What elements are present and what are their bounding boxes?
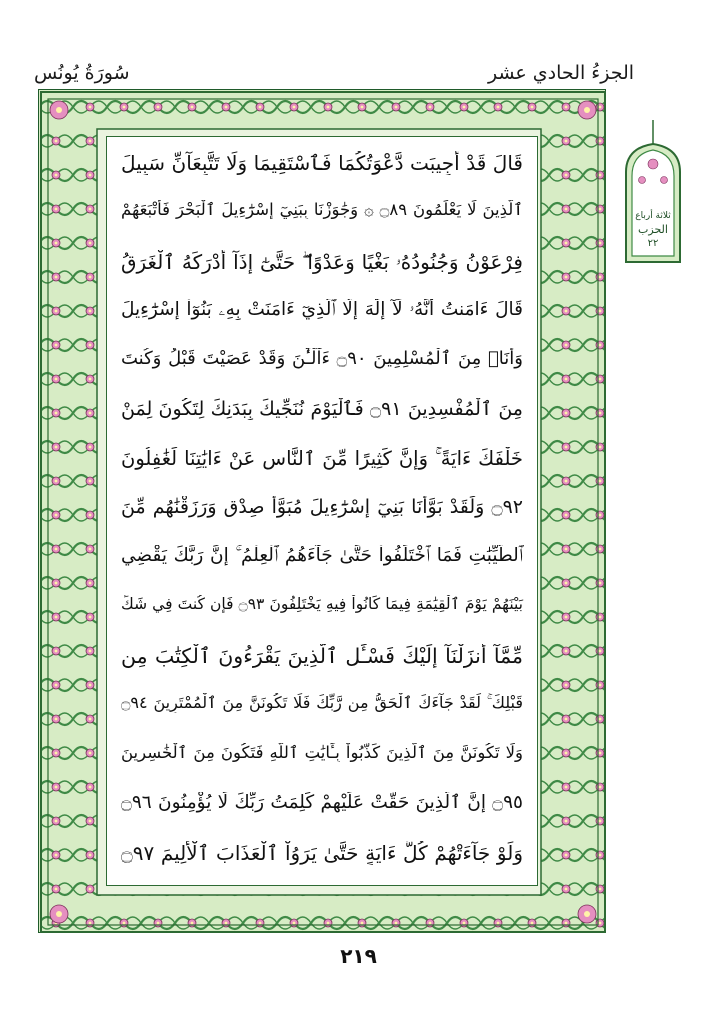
verse-line: وَلَا تَكُونَنَّ مِنَ ٱلَّذِينَ كَذَّبُواْ بِـَٔايَٰتِ ٱللَّهِ فَتَكُونَ مِنَ ٱلْخَٰسِرِينَ <box>121 742 523 762</box>
verse-line: فِرْعَوْنُ وَجُنُودُهُۥ بَغْيًا وَعَدْوًا ۖ حَتَّىٰٓ إِذَآ أَدْرَكَهُ ٱلْغَرَقُ <box>121 249 523 274</box>
hizb-quarter-label: ثلاثة أرباع <box>635 211 671 221</box>
verse-line: ۝٩٢ وَلَقَدْ بَوَّأْنَا بَنِيٓ إِسْرَٰٓءِيلَ مُبَوَّأَ صِدْقٍ وَرَزَقْنَٰهُم مِّنَ <box>121 496 523 519</box>
juz-title: الجزءُ الحادي عشر <box>488 62 635 84</box>
verse-line: ۝٩٥ إِنَّ ٱلَّذِينَ حَقَّتْ عَلَيْهِمْ كَلِمَتُ رَبِّكَ لَا يُؤْمِنُونَ ۝٩٦ <box>121 791 523 813</box>
verse-line: خَلْفَكَ ءَايَةً ۚ وَإِنَّ كَثِيرًا مِّنَ ٱلنَّاسِ عَنْ ءَايَٰتِنَا لَغَٰفِلُونَ <box>121 446 523 470</box>
verse-line: وَأَنَا۠ مِنَ ٱلْمُسْلِمِينَ ۝٩٠ ءَآلْـَٰٔنَ وَقَدْ عَصَيْتَ قَبْلُ وَكُنتَ <box>121 348 523 370</box>
page-number: ٢١٩ <box>340 944 377 968</box>
verse-line: قَبْلِكَ ۚ لَقَدْ جَآءَكَ ٱلْحَقُّ مِن رَّبِّكَ فَلَا تَكُونَنَّ مِنَ ٱلْمُمْتَرِينَ ۝٩٤ <box>121 693 523 713</box>
hizb-label: الحزب <box>638 223 668 236</box>
verse-line: بَيْنَهُمْ يَوْمَ ٱلْقِيَٰمَةِ فِيمَا كَانُواْ فِيهِ يَخْتَلِفُونَ ۝٩٣ فَإِن كُنتَ فِي شَكٍّ <box>121 594 523 613</box>
verse-line: وَلَوْ جَآءَتْهُمْ كُلُّ ءَايَةٍ حَتَّىٰ يَرَوُاْ ٱلْعَذَابَ ٱلْأَلِيمَ ۝٩٧ <box>121 841 523 866</box>
verse-line: قَالَ ءَامَنتُ أَنَّهُۥ لَآ إِلَٰهَ إِلَّا ٱلَّذِيٓ ءَامَنَتْ بِهِۦ بَنُوٓاْ إِسْرَٰٓءِيلَ <box>121 298 523 320</box>
verse-line: مِنَ ٱلْمُفْسِدِينَ ۝٩١ فَٱلْيَوْمَ نُنَجِّيكَ بِبَدَنِكَ لِتَكُونَ لِمَنْ <box>121 397 523 420</box>
verse-line: ٱلطَّيِّبَٰتِ فَمَا ٱخْتَلَفُواْ حَتَّىٰ جَآءَهُمُ ٱلْعِلْمُ ۚ إِنَّ رَبَّكَ يَقْضِي <box>121 545 523 567</box>
verse-line: مِّمَّآ أَنزَلْنَآ إِلَيْكَ فَسْـَٔلِ ٱلَّذِينَ يَقْرَءُونَ ٱلْكِتَٰبَ مِن <box>121 644 523 668</box>
surah-title: سُورَةُ يُونُس <box>34 62 130 84</box>
verse-text-panel <box>106 136 538 886</box>
verse-line: ٱلَّذِينَ لَا يَعْلَمُونَ ۝٨٩ ۞ وَجَٰوَزْنَا بِبَنِيٓ إِسْرَٰٓءِيلَ ٱلْبَحْرَ فَأَتْبَعَهُمْ <box>121 200 523 220</box>
hizb-number: ٢٢ <box>647 238 659 249</box>
verse-line: قَالَ قَدْ أُجِيبَت دَّعْوَتُكُمَا فَٱسْتَقِيمَا وَلَا تَتَّبِعَآنِّ سَبِيلَ <box>121 151 523 175</box>
